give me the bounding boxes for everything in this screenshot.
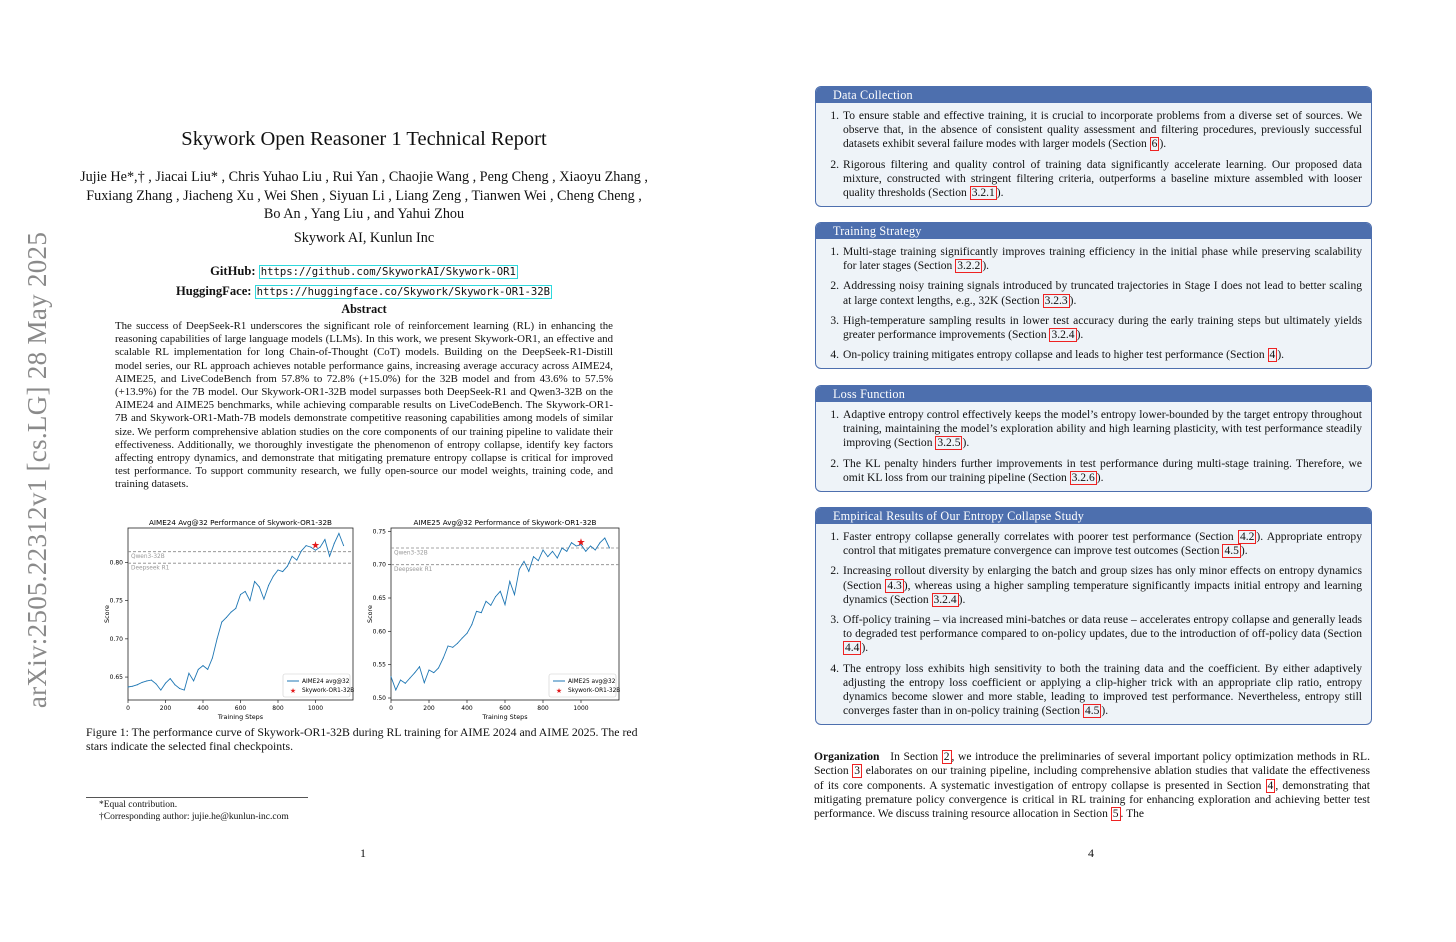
data-point [184, 690, 185, 691]
footnotes [99, 799, 289, 823]
section-ref-link[interactable]: 3.2.3 [1044, 294, 1068, 307]
list-item [816, 457, 1362, 485]
section-ref-link[interactable]: 3.2.1 [971, 187, 995, 200]
data-point [443, 658, 444, 659]
item-text: Rigorous filtering and quality control of training data significantly accelerate learning. Our proposed data mixture, constructed with stringent filtering criteria, outperforms a baseline mixture assembled with looser quality thresholds (Section 3.2.1 ). [843, 158, 1362, 200]
chart-title: AIME25 Avg@32 Performance of Skywork-OR1-32B [413, 518, 597, 527]
data-point [254, 581, 255, 582]
legend-label: AIME25 avg@32 [568, 679, 616, 685]
section-ref-link[interactable]: 5 [1112, 808, 1119, 821]
data-point [334, 543, 335, 544]
item-text: Faster entropy collapse generally correlates with poorer test performance (Section 4.2 ). Appropriate entropy control that mitigates premature convergence can improve test outcomes (Section 4.5 ). [843, 531, 1362, 558]
section-ref-link[interactable]: 4 [1267, 779, 1274, 792]
data-point [590, 546, 591, 547]
section-ref-link[interactable]: 4.3 [887, 579, 902, 592]
data-point [452, 647, 453, 648]
item-text: High-temperature sampling results in lower test accuracy during the early training steps but ultimately yields greater performance improvements (Section 3.2.4 ). [843, 314, 1362, 342]
figure-caption: Figure 1: The performance curve of Skywork-OR1-32B during RL training for AIME 2024 and AIME 2025. The red stars indicate the selected final checkpoints. [86, 725, 638, 754]
data-point [296, 560, 297, 561]
data-point [509, 581, 510, 582]
data-point [278, 570, 279, 571]
data-point [198, 669, 199, 670]
box-list [816, 239, 1371, 362]
x-tick-label: 600 [499, 705, 511, 712]
x-tick-label: 200 [423, 705, 435, 712]
data-point [490, 605, 491, 606]
data-point [273, 576, 274, 577]
page-number: 4 [1088, 846, 1094, 860]
data-point [301, 550, 302, 551]
y-tick-label: 0.65 [109, 674, 123, 682]
x-tick-label: 800 [272, 705, 284, 712]
section-ref-link[interactable]: 3 [854, 765, 861, 778]
box-list [816, 103, 1371, 200]
data-point [571, 542, 572, 543]
list-item [816, 613, 1362, 656]
legend-label: Skywork-OR1-32B [302, 688, 355, 694]
data-point [287, 566, 288, 567]
data-point [495, 596, 496, 597]
item-text: To ensure stable and effective training, it is crucial to incorporate problems from a diverse set of sources. We observe that, in the absence of consistent quality assessment and filtering procedures, previously successful datasets exhibit several failure modes with larger models (Section 6 ). [843, 110, 1362, 151]
x-tick-label: 0 [389, 705, 393, 712]
organization-paragraph [814, 750, 1370, 821]
y-tick-label: 0.65 [372, 595, 386, 602]
list-item [816, 109, 1362, 152]
list-item [816, 279, 1362, 307]
list-item [816, 348, 1362, 362]
data-point [240, 594, 241, 595]
item-number: 1. [830, 531, 839, 543]
item-number: 4. [830, 662, 839, 675]
selected-checkpoint-star: ★ [576, 537, 586, 549]
data-point [212, 657, 213, 658]
legend-star-swatch: ★ [555, 687, 563, 695]
data-point [235, 608, 236, 609]
list-item [816, 564, 1362, 607]
x-tick-label: 600 [234, 705, 247, 712]
data-point [156, 683, 157, 684]
data-point [306, 545, 307, 546]
data-point [448, 646, 449, 647]
list-item [816, 158, 1362, 201]
y-tick-label: 0.50 [372, 695, 386, 702]
data-point [471, 624, 472, 625]
chart-title: AIME24 Avg@32 Performance of Skywork-OR1-32B [149, 518, 332, 527]
section-ref-link[interactable]: 6 [1151, 138, 1158, 151]
data-point [282, 571, 283, 572]
data-point [557, 558, 558, 559]
legend-star-swatch: ★ [289, 687, 297, 695]
item-text: On-policy training mitigates entropy collapse and leads to higher test performance (Section 4 ). [843, 349, 1285, 362]
section-ref-link[interactable]: 2 [943, 751, 950, 763]
y-tick-label: 0.75 [372, 528, 386, 536]
data-point [562, 548, 563, 549]
data-point [438, 668, 439, 669]
data-point [486, 601, 487, 602]
data-point [405, 683, 406, 684]
data-point [268, 585, 269, 586]
reference-line-label: Deepseek R1 [131, 565, 170, 572]
section-ref-link[interactable]: 4.5 [1084, 705, 1100, 718]
data-point [467, 633, 468, 634]
y-tick-label: 0.80 [109, 559, 123, 567]
data-point [179, 688, 180, 689]
y-tick-label: 0.60 [372, 628, 386, 636]
item-text: Multi-stage training significantly improves training efficiency in the initial phase while preserving scalability for later stages (Section 3.2.2 ). [843, 246, 1362, 273]
data-point [424, 682, 425, 683]
page-number: 1 [360, 846, 366, 860]
box-title: Data Collection [816, 87, 1371, 103]
item-number: 1. [830, 409, 839, 421]
data-point [165, 683, 166, 684]
item-number: 1. [830, 110, 839, 122]
findings-box [815, 507, 1372, 725]
footnote-equal-contribution: *Equal contribution. [99, 800, 178, 810]
data-point [547, 556, 548, 557]
x-tick-label: 1000 [307, 705, 324, 712]
section-ref-link[interactable]: 3.2.4 [1051, 329, 1075, 342]
x-tick-label: 200 [159, 705, 172, 712]
data-point [193, 680, 194, 681]
data-point [552, 551, 553, 552]
data-point [414, 672, 415, 673]
data-point [259, 586, 260, 587]
data-point [221, 622, 222, 623]
data-point [263, 599, 264, 600]
section-ref-link[interactable]: 3.2.6 [1071, 471, 1095, 484]
reference-line-label: Qwen3-32B [394, 550, 428, 557]
data-point [500, 591, 501, 592]
huggingface-label: HuggingFace: [175, 284, 252, 298]
reference-line-label: Qwen3-32B [131, 554, 165, 561]
data-point [462, 638, 463, 639]
list-item [816, 314, 1362, 342]
github-label: GitHub: [210, 264, 256, 278]
data-point [433, 672, 434, 673]
data-point [538, 560, 539, 561]
item-text: Addressing noisy training signals introduced by truncated trajectories in Stage I does not lead to better scaling at large context lengths, e.g., 32K (Section 3.2.3 ). [843, 280, 1362, 307]
data-point [410, 678, 411, 679]
box-title: Empirical Results of Our Entropy Collapse Study [816, 508, 1371, 524]
data-point [160, 690, 161, 691]
data-point [137, 684, 138, 685]
data-point [207, 669, 208, 670]
data-point [400, 680, 401, 681]
x-tick-label: 400 [197, 705, 209, 712]
abstract-heading: Abstract [341, 302, 387, 316]
github-link[interactable]: https://github.com/SkyworkAI/Skywork-OR1 [260, 266, 516, 278]
data-point [151, 680, 152, 681]
item-number: 2. [830, 280, 839, 293]
data-point [324, 539, 325, 540]
footnote-corresponding-author: †Corresponding author: jujie.he@kunlun-inc.com [99, 812, 289, 822]
y-tick-label: 0.75 [109, 597, 123, 605]
repo-links [100, 262, 628, 302]
data-point [188, 673, 189, 674]
affiliation: Skywork AI, Kunlun Inc [293, 230, 435, 246]
abstract-text: The success of DeepSeek-R1 underscores the significant role of reinforcement learning (RL) in enhancing the reasoning capabilities of large language models (LLMs). In this work, we present Skywork-OR1, an effective and scalable RL implementation for long Chain-of-Thought (CoT) models. Building on the DeepSeek-R1-Distill model series, our RL approach achieves notable performance gains, increasing average accuracy across AIME24, AIME25, and LiveCodeBench from 57.8% to 72.8% (+15.0%) for the 32B model and from 43.6% to 57.5% (+13.9%) for the 7B model. Our Skywork-OR1-32B model surpasses both DeepSeek-R1 and Qwen3-32B on the AIME24 and AIME25 benchmarks, while achieving comparable results on LiveCodeBench. The Skywork-OR1-7B and Skywork-OR1-Math-7B models demonstrate competitive reasoning capabilities among models of similar size. We perform comprehensive ablation studies on the core components of our training pipeline to validate their effectiveness. Additionally, we thoroughly investigate the phenomenon of entropy collapse, identify key factors affecting entropy dynamics, and demonstrate that mitigating premature entropy collapse is critical for improved test performance. To support community research, we fully open-source our model weights, training code, and training datasets. [115, 320, 613, 491]
y-axis-label: Score [366, 605, 374, 623]
findings-box [815, 222, 1372, 369]
data-point [329, 556, 330, 557]
legend-label: AIME24 avg@32 [302, 679, 350, 685]
box-title: Loss Function [816, 386, 1371, 402]
y-tick-label: 0.70 [372, 561, 386, 569]
data-point [528, 571, 529, 572]
data-point [132, 686, 133, 687]
data-point [292, 556, 293, 557]
box-title: Training Strategy [816, 223, 1371, 239]
data-point [543, 550, 544, 551]
data-point [585, 551, 586, 552]
data-point [170, 678, 171, 679]
item-number: 2. [830, 158, 839, 171]
legend-label: Skywork-OR1-32B [568, 688, 621, 694]
page-right [728, 0, 1456, 942]
data-point [203, 665, 204, 666]
data-point [146, 680, 147, 681]
item-number: 2. [830, 457, 839, 470]
section-ref-link[interactable]: 3.2.2 [957, 260, 981, 273]
figure-1-charts [103, 516, 627, 724]
data-point [419, 666, 420, 667]
section-ref-link[interactable]: 4.4 [845, 642, 860, 655]
data-point [395, 690, 396, 691]
data-point [128, 687, 129, 688]
item-number: 2. [830, 565, 839, 578]
item-number: 1. [830, 246, 839, 258]
arxiv-stamp: arXiv:2505.22312v1 [cs.LG] 28 May 2025 [22, 231, 52, 709]
data-point [174, 684, 175, 685]
data-point [595, 550, 596, 551]
data-point [457, 643, 458, 644]
list-item [816, 245, 1362, 273]
item-text: The KL penalty hinders further improvements in test performance during multi-stage training. Therefore, we omit KL loss from our training pipeline (Section 3.2.6 ). [843, 457, 1362, 484]
data-point [142, 682, 143, 683]
section-ref-link[interactable]: 4 [1269, 349, 1276, 362]
box-list [816, 524, 1371, 718]
data-point [604, 538, 605, 539]
footnote-rule [86, 797, 308, 798]
data-point [505, 604, 506, 605]
data-point [481, 612, 482, 613]
data-point [533, 556, 534, 557]
box-list [816, 402, 1371, 485]
item-number: 3. [830, 614, 839, 627]
y-tick-label: 0.70 [109, 635, 123, 643]
reference-line-label: Deepseek R1 [394, 567, 433, 574]
data-point [338, 533, 339, 534]
data-point [609, 548, 610, 549]
list-item [816, 408, 1362, 451]
author-list: Jujie He*,† , Jiacai Liu* , Chris Yuhao Liu , Rui Yan , Chaojie Wang , Peng Cheng , Xiaoyu Zhang , Fuxiang Zhang , Jiacheng Xu , Wei Shen , Siyuan Li , Liang Zeng , Tianwen Wei , Cheng Cheng , Bo An , Yang Liu , and Yahui Zhou [80, 169, 648, 222]
y-axis-label: Score [103, 605, 111, 623]
x-axis-label: Training Steps [217, 713, 264, 721]
section-ref-link[interactable]: 4.5 [1224, 545, 1239, 558]
data-point [343, 545, 344, 546]
data-point [519, 569, 520, 570]
item-text: Adaptive entropy control effectively keeps the model’s entropy lower-bounded by the target entropy throughout training, maintaining the model’s exploration ability and high learning plasticity, with test performance steadily improving (Section 3.2.5 ). [843, 409, 1362, 450]
data-point [226, 617, 227, 618]
item-text: Off-policy training – via increased mini-batches or data reuse – accelerates entropy collapse and generally leads to degraded test performance compared to on-policy updates, due to the introduction of off-policy data (Section 4.4 ). [843, 614, 1362, 655]
selected-checkpoint-star: ★ [311, 540, 320, 552]
findings-box [815, 385, 1372, 492]
x-tick-label: 0 [126, 705, 130, 712]
list-item [816, 662, 1362, 719]
data-point [524, 561, 525, 562]
x-tick-label: 800 [537, 705, 549, 712]
data-point [566, 551, 567, 552]
organization-label: Organization [814, 751, 880, 763]
data-point [429, 670, 430, 671]
list-item [816, 530, 1362, 558]
x-tick-label: 1000 [573, 705, 589, 712]
section-ref-link[interactable]: 3.2.4 [933, 593, 957, 606]
data-point [217, 638, 218, 639]
section-ref-link[interactable]: 3.2.5 [937, 437, 961, 450]
item-number: 3. [830, 314, 839, 327]
data-point [391, 676, 392, 677]
data-point [600, 542, 601, 543]
data-point [245, 591, 246, 592]
data-point [514, 594, 515, 595]
findings-box [815, 86, 1372, 207]
section-ref-link[interactable]: 4.2 [1239, 531, 1255, 543]
y-tick-label: 0.55 [372, 661, 386, 669]
x-tick-label: 400 [461, 705, 473, 712]
x-axis-label: Training Steps [482, 713, 528, 721]
paper-title: Skywork Open Reasoner 1 Technical Report [181, 128, 547, 150]
data-point [231, 612, 232, 613]
organization-text: In Section 2 , we introduce the preliminaries of several important policy optimization methods in RL. Section 3 elaborates on our training pipeline, including comprehensive ablation studies that validate the effectiveness of its core components. A systematic investigation of entropy collapse is presented in Section 4 , demonstrating that mitigating premature policy convergence is critical in RL training for enhancing exploration and achieving better test performance. We discuss training resource allocation in Section 5 . The [814, 751, 1370, 821]
item-text: Increasing rollout diversity by enlarging the batch and group sizes has only minor effects on entropy dynamics (Section 4.3 ), whereas using a higher sampling temperature significantly impacts initial entropy and learning dynamics (Section 3.2.4 ). [843, 565, 1363, 606]
huggingface-link[interactable]: https://huggingface.co/Skywork/Skywork-OR1-32B [256, 286, 551, 298]
data-point [249, 600, 250, 601]
item-number: 4. [830, 349, 839, 362]
data-point [476, 611, 477, 612]
item-text: The entropy loss exhibits high sensitivity to both the training data and the coefficient. By either adaptively adjusting the entropy loss coefficient or applying a clip-higher trick with an appropriate clip ratio, entropy dynamics become slower and more stable, leading to improved test performance. Nevertheless, entropy still converges faster than in on-policy training (Section 4.5 ). [843, 662, 1362, 718]
